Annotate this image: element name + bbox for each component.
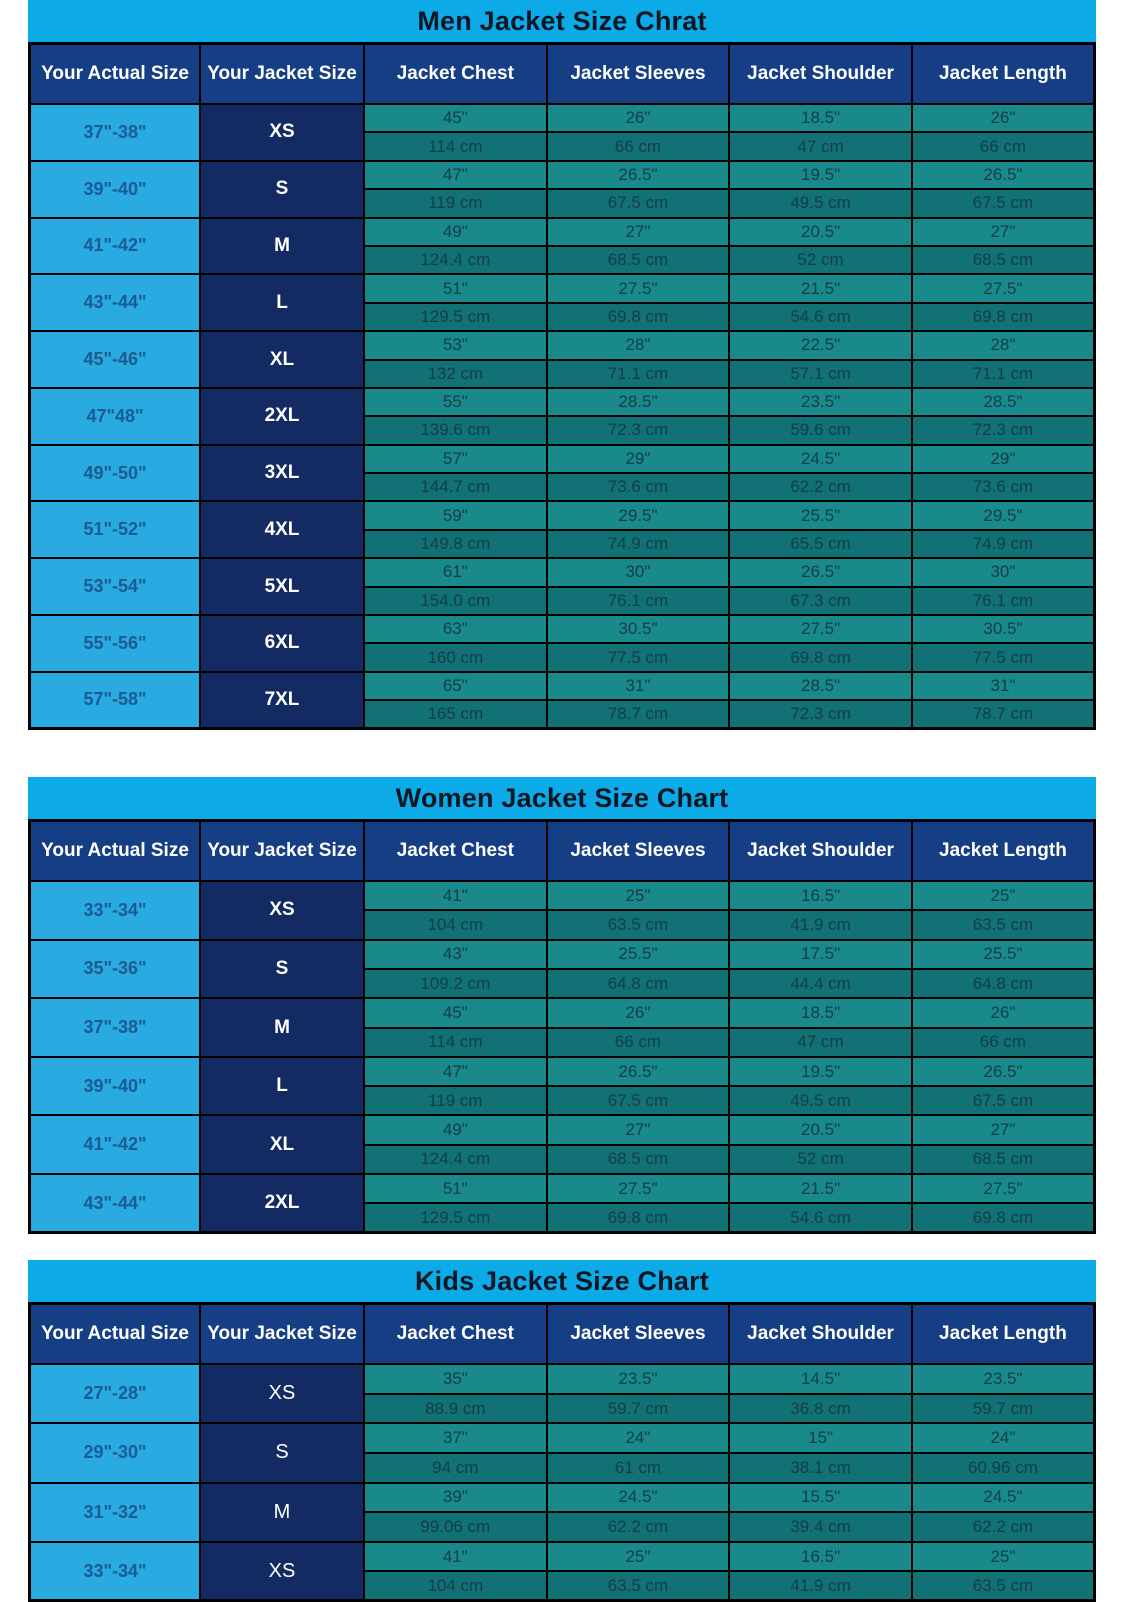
measurement-inch-cell: 19.5" <box>729 1057 912 1086</box>
jacket-size-cell: XS <box>200 1542 364 1601</box>
measurement-cm-cell: 99.06 cm <box>364 1512 547 1542</box>
actual-size-cell: 53"-54" <box>30 558 201 615</box>
column-header: Jacket Chest <box>364 44 547 105</box>
measurement-cm-cell: 77.5 cm <box>547 643 730 671</box>
measurement-cm-cell: 68.5 cm <box>547 246 730 274</box>
measurement-inch-cell: 16.5" <box>729 1542 912 1572</box>
measurement-cm-cell: 60.96 cm <box>912 1453 1095 1483</box>
jacket-size-cell: 6XL <box>200 615 364 672</box>
measurement-cm-cell: 124.4 cm <box>364 246 547 274</box>
measurement-inch-cell: 31" <box>912 672 1095 700</box>
measurement-inch-cell: 45" <box>364 104 547 132</box>
kids-table-body <box>30 1364 1095 1601</box>
measurement-inch-cell: 49" <box>364 218 547 246</box>
men-size-table <box>28 42 1096 730</box>
size-row-inches <box>30 274 1095 302</box>
measurement-cm-cell: 76.1 cm <box>912 587 1095 615</box>
measurement-cm-cell: 69.8 cm <box>547 1203 730 1232</box>
measurement-inch-cell: 37" <box>364 1423 547 1453</box>
jacket-size-cell: 5XL <box>200 558 364 615</box>
measurement-inch-cell: 27.5" <box>912 274 1095 302</box>
measurement-inch-cell: 14.5" <box>729 1364 912 1394</box>
measurement-inch-cell: 30.5" <box>912 615 1095 643</box>
measurement-inch-cell: 26.5" <box>729 558 912 586</box>
measurement-inch-cell: 26" <box>912 104 1095 132</box>
measurement-cm-cell: 67.5 cm <box>912 1086 1095 1115</box>
measurement-inch-cell: 27" <box>547 1115 730 1144</box>
column-header: Jacket Shoulder <box>729 1304 912 1365</box>
column-header: Jacket Sleeves <box>547 821 730 882</box>
measurement-cm-cell: 74.9 cm <box>547 530 730 558</box>
measurement-cm-cell: 65.5 cm <box>729 530 912 558</box>
measurement-cm-cell: 66 cm <box>547 132 730 160</box>
jacket-size-cell: S <box>200 161 364 218</box>
measurement-inch-cell: 55" <box>364 388 547 416</box>
actual-size-cell: 33"-34" <box>30 1542 201 1601</box>
measurement-inch-cell: 24.5" <box>547 1483 730 1513</box>
size-row-inches <box>30 1483 1095 1513</box>
kids-size-chart-section <box>28 1260 1096 1602</box>
column-header: Your Jacket Size <box>200 1304 364 1365</box>
size-row-inches <box>30 1115 1095 1144</box>
measurement-inch-cell: 16.5" <box>729 881 912 910</box>
measurement-cm-cell: 139.6 cm <box>364 416 547 444</box>
size-row-inches <box>30 1364 1095 1394</box>
measurement-cm-cell: 69.8 cm <box>729 643 912 671</box>
measurement-inch-cell: 24.5" <box>729 445 912 473</box>
measurement-cm-cell: 71.1 cm <box>547 360 730 388</box>
measurement-inch-cell: 41" <box>364 1542 547 1572</box>
measurement-inch-cell: 21.5" <box>729 274 912 302</box>
measurement-inch-cell: 53" <box>364 331 547 359</box>
measurement-inch-cell: 20.5" <box>729 218 912 246</box>
actual-size-cell: 35"-36" <box>30 940 201 999</box>
measurement-inch-cell: 49" <box>364 1115 547 1144</box>
jacket-size-cell: XL <box>200 1115 364 1174</box>
measurement-inch-cell: 25" <box>547 1542 730 1572</box>
measurement-inch-cell: 27" <box>547 218 730 246</box>
measurement-cm-cell: 49.5 cm <box>729 1086 912 1115</box>
actual-size-cell: 43"-44" <box>30 274 201 331</box>
column-header: Your Actual Size <box>30 1304 201 1365</box>
column-header: Jacket Length <box>912 821 1095 882</box>
women-size-chart-section <box>28 777 1096 1234</box>
jacket-size-cell: 4XL <box>200 501 364 558</box>
measurement-cm-cell: 41.9 cm <box>729 1571 912 1601</box>
measurement-inch-cell: 25.5" <box>729 501 912 529</box>
header-row <box>30 821 1095 882</box>
jacket-size-cell: S <box>200 940 364 999</box>
measurement-cm-cell: 114 cm <box>364 132 547 160</box>
actual-size-cell: 43"-44" <box>30 1174 201 1233</box>
measurement-inch-cell: 26" <box>912 998 1095 1027</box>
measurement-cm-cell: 104 cm <box>364 910 547 939</box>
measurement-cm-cell: 165 cm <box>364 700 547 728</box>
men-table-header <box>30 44 1095 105</box>
kids-chart-title: Kids Jacket Size Chart <box>28 1260 1096 1302</box>
size-row-inches <box>30 998 1095 1027</box>
actual-size-cell: 49"-50" <box>30 445 201 502</box>
column-header: Your Actual Size <box>30 821 201 882</box>
column-header: Jacket Sleeves <box>547 44 730 105</box>
jacket-size-cell: S <box>200 1423 364 1482</box>
measurement-cm-cell: 149.8 cm <box>364 530 547 558</box>
measurement-cm-cell: 38.1 cm <box>729 1453 912 1483</box>
measurement-inch-cell: 23.5" <box>912 1364 1095 1394</box>
jacket-size-cell: M <box>200 1483 364 1542</box>
size-row-inches <box>30 1542 1095 1572</box>
measurement-inch-cell: 24.5" <box>912 1483 1095 1513</box>
size-row-inches <box>30 672 1095 700</box>
measurement-cm-cell: 77.5 cm <box>912 643 1095 671</box>
women-size-table <box>28 819 1096 1234</box>
actual-size-cell: 41"-42" <box>30 1115 201 1174</box>
column-header: Jacket Shoulder <box>729 821 912 882</box>
jacket-size-cell: 3XL <box>200 445 364 502</box>
size-row-inches <box>30 1057 1095 1086</box>
measurement-inch-cell: 22.5" <box>729 331 912 359</box>
measurement-cm-cell: 69.8 cm <box>912 303 1095 331</box>
size-row-inches <box>30 1174 1095 1203</box>
measurement-cm-cell: 124.4 cm <box>364 1145 547 1174</box>
measurement-inch-cell: 65" <box>364 672 547 700</box>
measurement-inch-cell: 23.5" <box>729 388 912 416</box>
actual-size-cell: 33"-34" <box>30 881 201 940</box>
measurement-cm-cell: 59.7 cm <box>912 1394 1095 1424</box>
jacket-size-cell: M <box>200 218 364 275</box>
measurement-inch-cell: 51" <box>364 1174 547 1203</box>
measurement-cm-cell: 78.7 cm <box>547 700 730 728</box>
measurement-inch-cell: 30" <box>912 558 1095 586</box>
measurement-cm-cell: 114 cm <box>364 1028 547 1057</box>
jacket-size-cell: 7XL <box>200 672 364 729</box>
jacket-size-cell: 2XL <box>200 1174 364 1233</box>
measurement-inch-cell: 25" <box>547 881 730 910</box>
measurement-cm-cell: 52 cm <box>729 1145 912 1174</box>
measurement-cm-cell: 119 cm <box>364 189 547 217</box>
column-header: Jacket Length <box>912 1304 1095 1365</box>
measurement-inch-cell: 18.5" <box>729 104 912 132</box>
measurement-inch-cell: 27" <box>912 218 1095 246</box>
measurement-inch-cell: 29" <box>912 445 1095 473</box>
measurement-cm-cell: 67.3 cm <box>729 587 912 615</box>
actual-size-cell: 47"48" <box>30 388 201 445</box>
measurement-cm-cell: 69.8 cm <box>547 303 730 331</box>
measurement-inch-cell: 51" <box>364 274 547 302</box>
jacket-size-cell: M <box>200 998 364 1057</box>
measurement-inch-cell: 25" <box>912 881 1095 910</box>
measurement-cm-cell: 41.9 cm <box>729 910 912 939</box>
column-header: Jacket Sleeves <box>547 1304 730 1365</box>
measurement-inch-cell: 26.5" <box>547 161 730 189</box>
measurement-cm-cell: 72.3 cm <box>547 416 730 444</box>
measurement-cm-cell: 76.1 cm <box>547 587 730 615</box>
kids-size-table <box>28 1302 1096 1602</box>
header-row <box>30 1304 1095 1365</box>
column-header: Jacket Shoulder <box>729 44 912 105</box>
actual-size-cell: 55"-56" <box>30 615 201 672</box>
size-row-inches <box>30 388 1095 416</box>
measurement-inch-cell: 27.5" <box>912 1174 1095 1203</box>
measurement-cm-cell: 78.7 cm <box>912 700 1095 728</box>
measurement-inch-cell: 15.5" <box>729 1483 912 1513</box>
measurement-inch-cell: 59" <box>364 501 547 529</box>
women-table-body <box>30 881 1095 1233</box>
size-row-inches <box>30 881 1095 910</box>
measurement-inch-cell: 27.5" <box>729 615 912 643</box>
men-chart-title: Men Jacket Size Chrat <box>28 0 1096 42</box>
measurement-inch-cell: 30" <box>547 558 730 586</box>
actual-size-cell: 51"-52" <box>30 501 201 558</box>
measurement-cm-cell: 71.1 cm <box>912 360 1095 388</box>
measurement-inch-cell: 29.5" <box>547 501 730 529</box>
measurement-cm-cell: 64.8 cm <box>912 969 1095 998</box>
measurement-inch-cell: 19.5" <box>729 161 912 189</box>
measurement-inch-cell: 15" <box>729 1423 912 1453</box>
measurement-inch-cell: 39" <box>364 1483 547 1513</box>
measurement-inch-cell: 61" <box>364 558 547 586</box>
measurement-inch-cell: 47" <box>364 1057 547 1086</box>
actual-size-cell: 39"-40" <box>30 161 201 218</box>
column-header: Your Jacket Size <box>200 821 364 882</box>
measurement-inch-cell: 26.5" <box>547 1057 730 1086</box>
measurement-inch-cell: 30.5" <box>547 615 730 643</box>
measurement-cm-cell: 63.5 cm <box>912 910 1095 939</box>
measurement-cm-cell: 68.5 cm <box>912 1145 1095 1174</box>
actual-size-cell: 27"-28" <box>30 1364 201 1423</box>
column-header: Jacket Chest <box>364 821 547 882</box>
measurement-inch-cell: 25.5" <box>912 940 1095 969</box>
measurement-cm-cell: 54.6 cm <box>729 303 912 331</box>
measurement-cm-cell: 160 cm <box>364 643 547 671</box>
measurement-inch-cell: 28.5" <box>547 388 730 416</box>
measurement-cm-cell: 88.9 cm <box>364 1394 547 1424</box>
size-row-inches <box>30 161 1095 189</box>
measurement-cm-cell: 94 cm <box>364 1453 547 1483</box>
measurement-cm-cell: 68.5 cm <box>547 1145 730 1174</box>
men-table-body <box>30 104 1095 729</box>
measurement-cm-cell: 132 cm <box>364 360 547 388</box>
measurement-inch-cell: 35" <box>364 1364 547 1394</box>
actual-size-cell: 31"-32" <box>30 1483 201 1542</box>
column-header: Your Actual Size <box>30 44 201 105</box>
measurement-inch-cell: 47" <box>364 161 547 189</box>
column-header: Your Jacket Size <box>200 44 364 105</box>
measurement-cm-cell: 68.5 cm <box>912 246 1095 274</box>
measurement-cm-cell: 73.6 cm <box>547 473 730 501</box>
actual-size-cell: 39"-40" <box>30 1057 201 1116</box>
size-row-inches <box>30 615 1095 643</box>
measurement-cm-cell: 59.7 cm <box>547 1394 730 1424</box>
measurement-cm-cell: 129.5 cm <box>364 303 547 331</box>
measurement-inch-cell: 31" <box>547 672 730 700</box>
measurement-inch-cell: 26" <box>547 998 730 1027</box>
measurement-cm-cell: 72.3 cm <box>912 416 1095 444</box>
measurement-cm-cell: 73.6 cm <box>912 473 1095 501</box>
actual-size-cell: 41"-42" <box>30 218 201 275</box>
jacket-size-cell: XS <box>200 104 364 161</box>
measurement-inch-cell: 28.5" <box>912 388 1095 416</box>
measurement-cm-cell: 67.5 cm <box>547 189 730 217</box>
measurement-cm-cell: 63.5 cm <box>912 1571 1095 1601</box>
women-table-header <box>30 821 1095 882</box>
kids-table-header <box>30 1304 1095 1365</box>
actual-size-cell: 57"-58" <box>30 672 201 729</box>
women-chart-title: Women Jacket Size Chart <box>28 777 1096 819</box>
measurement-inch-cell: 28.5" <box>729 672 912 700</box>
measurement-inch-cell: 20.5" <box>729 1115 912 1144</box>
measurement-inch-cell: 24" <box>547 1423 730 1453</box>
measurement-cm-cell: 63.5 cm <box>547 1571 730 1601</box>
measurement-cm-cell: 57.1 cm <box>729 360 912 388</box>
measurement-inch-cell: 57" <box>364 445 547 473</box>
measurement-cm-cell: 63.5 cm <box>547 910 730 939</box>
measurement-cm-cell: 44.4 cm <box>729 969 912 998</box>
measurement-cm-cell: 66 cm <box>547 1028 730 1057</box>
measurement-cm-cell: 67.5 cm <box>547 1086 730 1115</box>
measurement-cm-cell: 64.8 cm <box>547 969 730 998</box>
measurement-cm-cell: 66 cm <box>912 1028 1095 1057</box>
measurement-cm-cell: 74.9 cm <box>912 530 1095 558</box>
measurement-inch-cell: 25.5" <box>547 940 730 969</box>
measurement-cm-cell: 72.3 cm <box>729 700 912 728</box>
jacket-size-cell: 2XL <box>200 388 364 445</box>
measurement-inch-cell: 17.5" <box>729 940 912 969</box>
measurement-inch-cell: 25" <box>912 1542 1095 1572</box>
size-row-inches <box>30 218 1095 246</box>
size-row-inches <box>30 1423 1095 1453</box>
size-row-inches <box>30 445 1095 473</box>
measurement-inch-cell: 41" <box>364 881 547 910</box>
men-size-chart-section <box>28 0 1096 730</box>
measurement-inch-cell: 28" <box>912 331 1095 359</box>
header-row <box>30 44 1095 105</box>
measurement-inch-cell: 28" <box>547 331 730 359</box>
size-row-inches <box>30 331 1095 359</box>
measurement-cm-cell: 47 cm <box>729 132 912 160</box>
size-row-inches <box>30 940 1095 969</box>
measurement-cm-cell: 39.4 cm <box>729 1512 912 1542</box>
actual-size-cell: 45"-46" <box>30 331 201 388</box>
jacket-size-cell: L <box>200 1057 364 1116</box>
actual-size-cell: 37"-38" <box>30 998 201 1057</box>
actual-size-cell: 29"-30" <box>30 1423 201 1482</box>
measurement-inch-cell: 29" <box>547 445 730 473</box>
measurement-cm-cell: 49.5 cm <box>729 189 912 217</box>
measurement-cm-cell: 62.2 cm <box>729 473 912 501</box>
size-row-inches <box>30 501 1095 529</box>
column-header: Jacket Length <box>912 44 1095 105</box>
measurement-cm-cell: 61 cm <box>547 1453 730 1483</box>
actual-size-cell: 37"-38" <box>30 104 201 161</box>
measurement-inch-cell: 26" <box>547 104 730 132</box>
measurement-cm-cell: 36.8 cm <box>729 1394 912 1424</box>
jacket-size-cell: XS <box>200 881 364 940</box>
column-header: Jacket Chest <box>364 1304 547 1365</box>
measurement-cm-cell: 52 cm <box>729 246 912 274</box>
measurement-cm-cell: 47 cm <box>729 1028 912 1057</box>
measurement-cm-cell: 144.7 cm <box>364 473 547 501</box>
measurement-cm-cell: 54.6 cm <box>729 1203 912 1232</box>
size-row-inches <box>30 558 1095 586</box>
measurement-inch-cell: 21.5" <box>729 1174 912 1203</box>
measurement-inch-cell: 27" <box>912 1115 1095 1144</box>
measurement-inch-cell: 29.5" <box>912 501 1095 529</box>
measurement-cm-cell: 69.8 cm <box>912 1203 1095 1232</box>
measurement-cm-cell: 59.6 cm <box>729 416 912 444</box>
measurement-cm-cell: 119 cm <box>364 1086 547 1115</box>
jacket-size-cell: L <box>200 274 364 331</box>
size-row-inches <box>30 104 1095 132</box>
measurement-inch-cell: 26.5" <box>912 161 1095 189</box>
measurement-cm-cell: 154.0 cm <box>364 587 547 615</box>
measurement-inch-cell: 63" <box>364 615 547 643</box>
measurement-inch-cell: 18.5" <box>729 998 912 1027</box>
measurement-inch-cell: 27.5" <box>547 274 730 302</box>
measurement-cm-cell: 67.5 cm <box>912 189 1095 217</box>
jacket-size-cell: XL <box>200 331 364 388</box>
measurement-cm-cell: 129.5 cm <box>364 1203 547 1232</box>
measurement-cm-cell: 62.2 cm <box>547 1512 730 1542</box>
measurement-inch-cell: 24" <box>912 1423 1095 1453</box>
measurement-inch-cell: 23.5" <box>547 1364 730 1394</box>
measurement-cm-cell: 66 cm <box>912 132 1095 160</box>
measurement-cm-cell: 104 cm <box>364 1571 547 1601</box>
measurement-inch-cell: 26.5" <box>912 1057 1095 1086</box>
measurement-cm-cell: 62.2 cm <box>912 1512 1095 1542</box>
measurement-inch-cell: 43" <box>364 940 547 969</box>
measurement-inch-cell: 27.5" <box>547 1174 730 1203</box>
measurement-cm-cell: 109.2 cm <box>364 969 547 998</box>
measurement-inch-cell: 45" <box>364 998 547 1027</box>
jacket-size-cell: XS <box>200 1364 364 1423</box>
